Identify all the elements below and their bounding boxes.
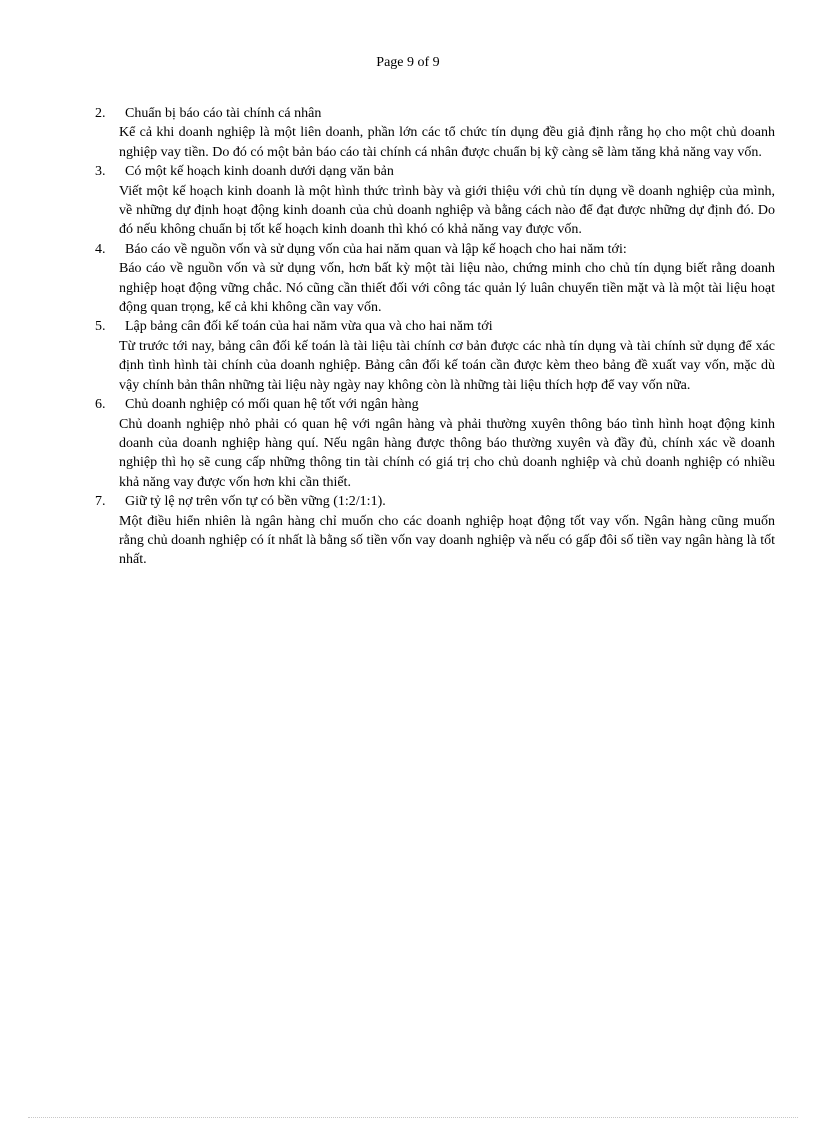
item-body: Kể cả khi doanh nghiệp là một liên doanh, phần lớn các tổ chức tín dụng đều giả định rằng họ cho một chủ doanh nghiệp vay tiền. Do đó có một bản báo cáo tài chính cá nhân được chuẩn bị kỹ càng sẽ làm tăng khả năng vay vốn. bbox=[119, 125, 775, 160]
item-number: 5. bbox=[95, 319, 106, 335]
list-item bbox=[95, 240, 775, 318]
list-item bbox=[95, 492, 775, 570]
numbered-list bbox=[95, 104, 775, 570]
item-number: 6. bbox=[95, 397, 106, 413]
list-item bbox=[95, 395, 775, 492]
page-bottom-divider bbox=[28, 1117, 798, 1118]
item-heading: Giữ tỷ lệ nợ trên vốn tự có bền vững (1:2/1:1). bbox=[125, 494, 386, 510]
item-heading: Chuẩn bị báo cáo tài chính cá nhân bbox=[125, 106, 322, 121]
item-body: Viết một kế hoạch kinh doanh là một hình thức trình bày và giới thiệu với chủ tín dụng về doanh nghiệp của mình, về những dự định hoạt động kinh doanh của chủ doanh nghiệp và bằng cách nào để đạt được những dự định đó. Do đó nếu không chuẩn bị tốt kế hoạch kinh doanh thì khó có khả năng vay được vốn. bbox=[119, 183, 775, 238]
item-number: 7. bbox=[95, 494, 106, 510]
item-body: Từ trước tới nay, bảng cân đối kế toán là tài liệu tài chính cơ bản được các nhà tín dụng và tài chính sử dụng để xác định tình hình tài chính của doanh nghiệp. Bảng cân đối kế toán cần được kèm theo bảng đề xuất vay vốn, mặc dù vậy chính bản thân những tài liệu này ngày nay không còn là những tài liệu thích hợp để vay vốn nữa. bbox=[119, 338, 775, 393]
item-body: Báo cáo về nguồn vốn và sử dụng vốn, hơn bất kỳ một tài liệu nào, chứng minh cho chủ tín dụng biết rằng doanh nghiệp hoạt động vững chắc. Nó cũng cần thiết đối với công tác quản lý luân chuyển tiền mặt và là một tài liệu hoạt động quan trọng, kể cả khi không cần vay vốn. bbox=[119, 261, 775, 316]
item-body: Một điều hiển nhiên là ngân hàng chỉ muốn cho các doanh nghiệp hoạt động tốt vay vốn. Ngân hàng cũng muốn rằng chủ doanh nghiệp có ít nhất là bằng số tiền vốn vay doanh nghiệp và nếu có gấp đôi số tiền vay ngân hàng là tốt nhất. bbox=[119, 513, 775, 568]
item-heading: Báo cáo về nguồn vốn và sử dụng vốn của hai năm quan và lập kế hoạch cho hai năm tới: bbox=[125, 241, 627, 257]
item-number: 4. bbox=[95, 241, 106, 257]
item-number: 3. bbox=[95, 164, 106, 180]
list-item bbox=[95, 104, 775, 162]
item-heading: Chủ doanh nghiệp có mối quan hệ tốt với ngân hàng bbox=[125, 397, 419, 413]
page-number-header: Page 9 of 9 bbox=[376, 55, 440, 70]
item-heading: Lập bảng cân đối kế toán của hai năm vừa qua và cho hai năm tới bbox=[125, 319, 493, 335]
item-body: Chủ doanh nghiệp nhỏ phải có quan hệ với ngân hàng và phải thường xuyên thông báo tình hình hoạt động kinh doanh của doanh nghiệp hàng quí. Nếu ngân hàng được thông báo thường xuyên và đầy đủ, chính xác về doanh nghiệp thì họ sẽ cung cấp những thông tin tài chính có giá trị cho chủ doanh nghiệp và chủ doanh nghiệp có nhiều khả năng vay được vốn hơn khi cần thiết. bbox=[119, 416, 775, 490]
list-item bbox=[95, 162, 775, 240]
item-number: 2. bbox=[95, 106, 106, 121]
list-item bbox=[95, 317, 775, 395]
item-heading: Có một kế hoạch kinh doanh dưới dạng văn bản bbox=[125, 164, 394, 180]
